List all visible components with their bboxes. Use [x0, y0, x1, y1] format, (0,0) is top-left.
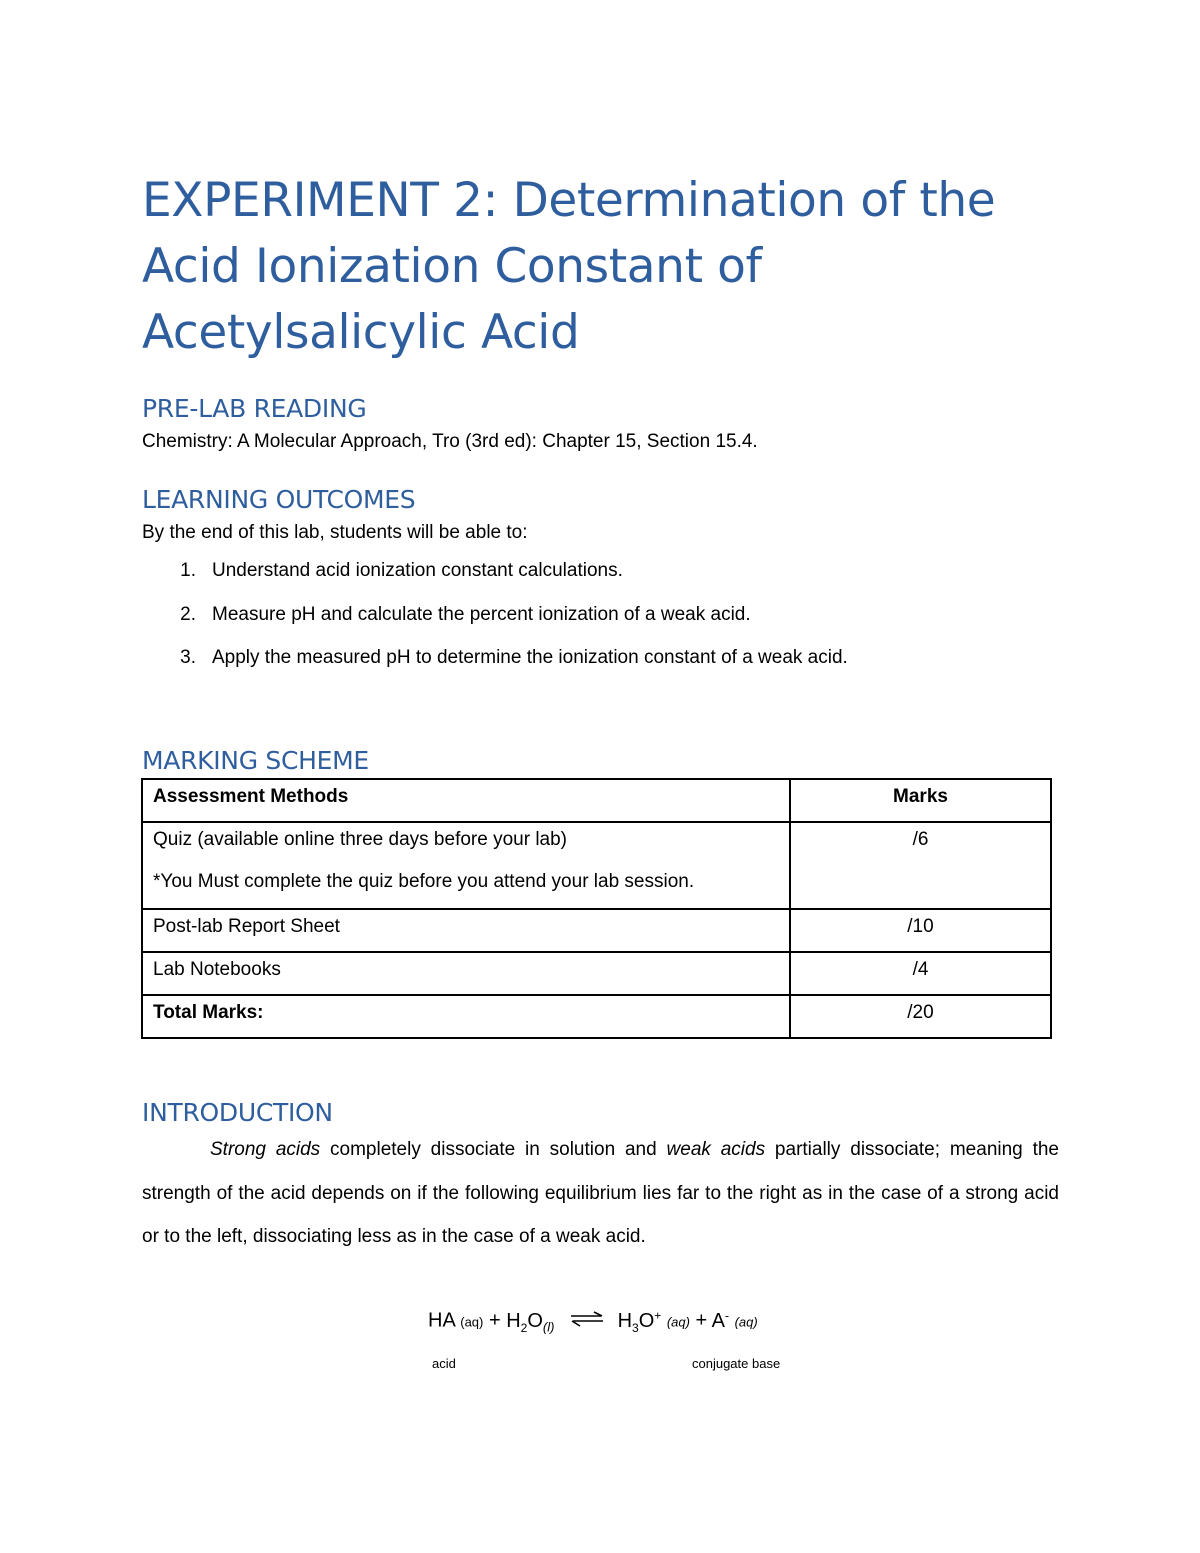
total-label: Total Marks:: [142, 995, 790, 1038]
eq-ha: HA: [428, 1309, 455, 1332]
eq-anion-state: (aq): [734, 1314, 758, 1330]
marking-scheme-table: [141, 778, 1052, 1039]
table-total-row: [142, 995, 1051, 1038]
eq-ha-state: (aq): [460, 1314, 484, 1330]
learning-outcomes-heading: LEARNING OUTCOMES: [142, 485, 416, 514]
list-item-number: 3.: [180, 647, 196, 668]
pre-lab-text: Chemistry: A Molecular Approach, Tro (3rd ed): Chapter 15, Section 15.4.: [142, 431, 758, 452]
learning-outcomes-intro: By the end of this lab, students will be able to:: [142, 522, 528, 543]
header-marks: Marks: [790, 779, 1051, 822]
eq-anion: A-: [711, 1308, 730, 1332]
table-row: [142, 952, 1051, 995]
list-item-text: Understand acid ionization constant calculations.: [212, 560, 623, 581]
label-acid: acid: [432, 1356, 456, 1371]
equilibrium-equation: [428, 1308, 758, 1335]
page-title: EXPERIMENT 2: Determination of the Acid Ionization Constant of Acetylsalicylic Acid: [142, 173, 996, 360]
total-marks: /20: [790, 995, 1051, 1038]
list-item: [142, 604, 848, 648]
header-assessment-methods: Assessment Methods: [142, 779, 790, 822]
table-cell-method: Lab Notebooks: [142, 952, 790, 995]
table-cell-marks: /4: [790, 952, 1051, 995]
eq-water-state: (l): [542, 1319, 555, 1335]
list-item-text: Measure pH and calculate the percent ionization of a weak acid.: [212, 603, 751, 625]
marking-scheme-heading: MARKING SCHEME: [142, 746, 369, 775]
list-item-number: 2.: [180, 603, 196, 625]
eq-hydronium: $H_3O^+$: [617, 1308, 662, 1335]
introduction-paragraph: [142, 1128, 1059, 1259]
table-cell-method: [142, 822, 790, 909]
list-item-text: Apply the measured pH to determine the ionization constant of a weak acid.: [212, 647, 848, 668]
table-row: [142, 822, 1051, 909]
weak-acids-term: weak acids: [666, 1139, 766, 1160]
eq-plus: +: [488, 1309, 501, 1332]
table-row: [142, 909, 1051, 952]
eq-hydronium-state: (aq): [666, 1314, 690, 1330]
quiz-note: *You Must complete the quiz before you attend your lab session.: [153, 871, 695, 892]
table-cell-marks: /10: [790, 909, 1051, 952]
table-cell-method: Post-lab Report Sheet: [142, 909, 790, 952]
list-item: [142, 560, 848, 604]
table-cell-marks: /6: [790, 822, 1051, 909]
list-item-number: 1.: [180, 560, 196, 581]
table-header-row: [142, 779, 1051, 822]
eq-plus: +: [695, 1309, 708, 1332]
introduction-heading: INTRODUCTION: [142, 1098, 333, 1127]
list-item: [142, 647, 848, 691]
strong-acids-term: Strong acids: [210, 1139, 321, 1160]
learning-outcomes-list: [142, 560, 848, 691]
equilibrium-arrow-icon: [570, 1310, 604, 1333]
label-conjugate-base: conjugate base: [692, 1356, 781, 1371]
intro-text-part2: partially dissociate; meaning the strength of the acid depends on if the following equilibrium lies far to the right as in the case of a strong acid or to the left, dissociating less as in the case of a weak acid.: [142, 1139, 1059, 1247]
intro-text-part1: completely dissociate in solution and: [320, 1139, 667, 1160]
pre-lab-heading: PRE-LAB READING: [142, 394, 367, 423]
quiz-label: Quiz (available online three days before your lab): [153, 829, 568, 850]
eq-water: $H_2O$: [506, 1309, 543, 1335]
